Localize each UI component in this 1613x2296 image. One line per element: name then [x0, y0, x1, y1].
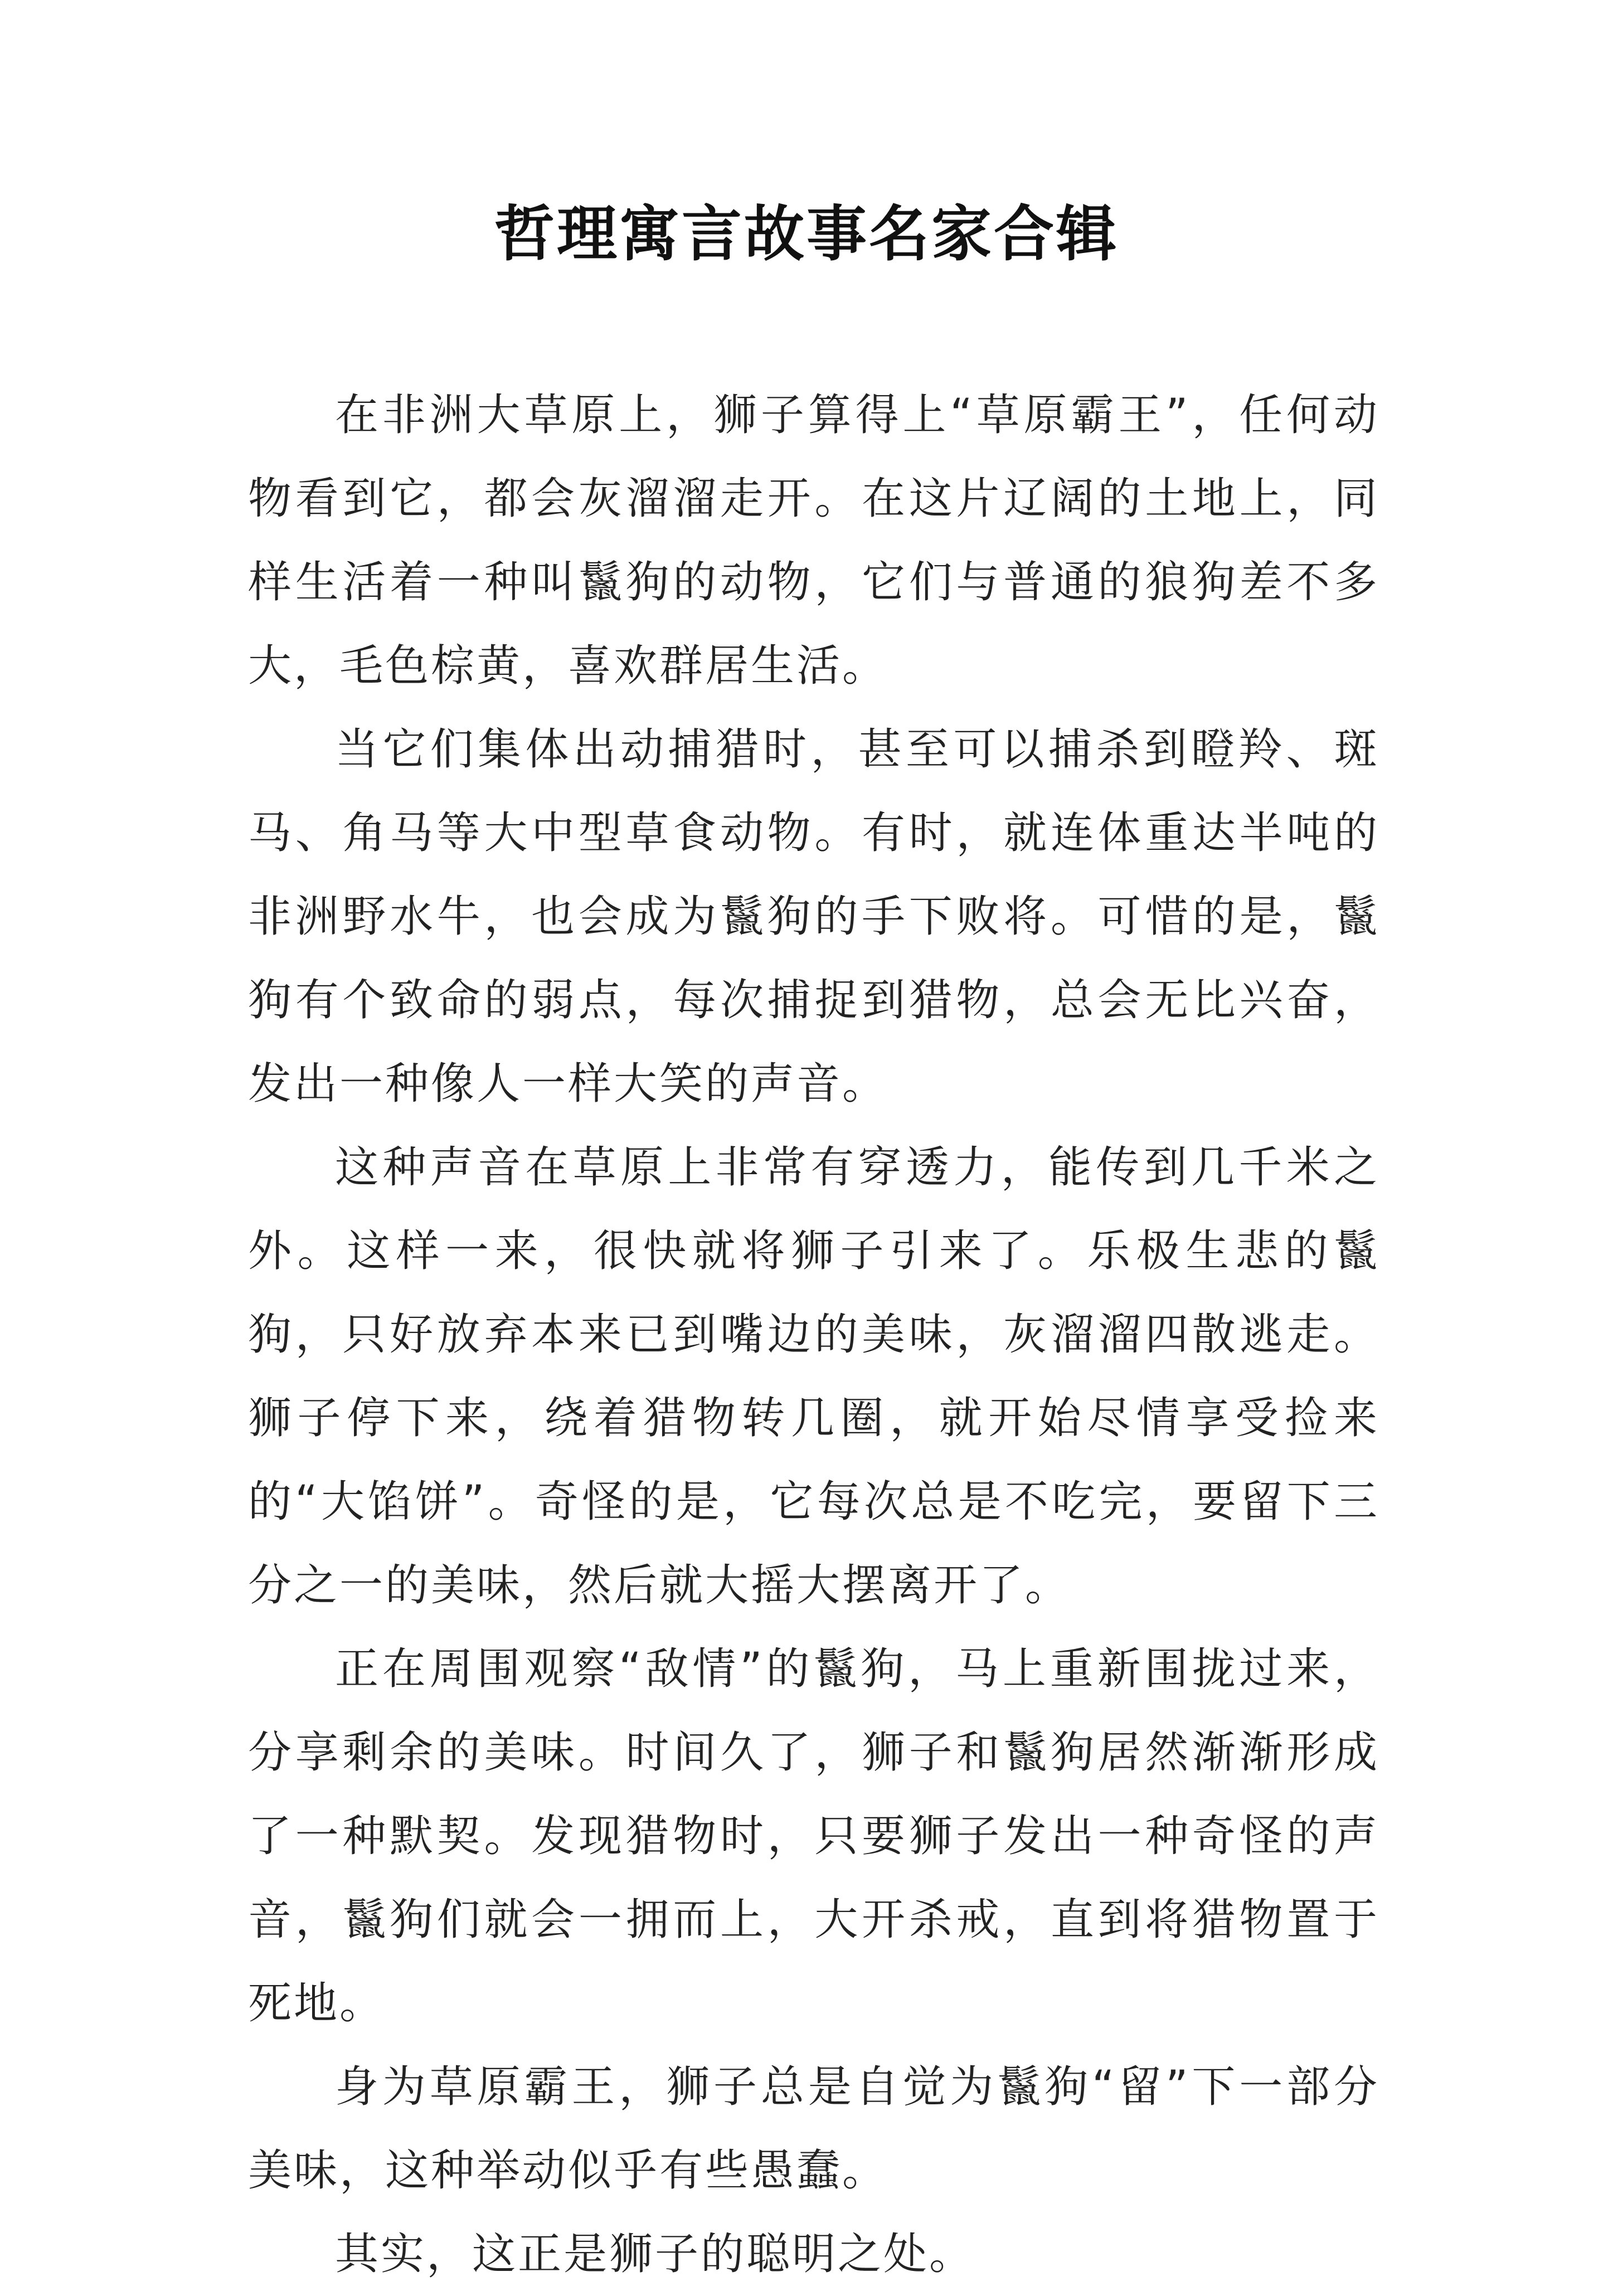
paragraph: 当它们集体出动捕猎时，甚至可以捕杀到瞪羚、斑马、角马等大中型草食动物。有时，就连体重达半吨的非洲野水牛，也会成为鬣狗的手下败将。可惜的是，鬣狗有个致命的弱点，每次捕捉到猎物，总会无比兴奋，发出一种像人一样大笑的声音。 — [248, 724, 1379, 1109]
paragraph: 其实，这正是狮子的聪明之处。 — [335, 2229, 975, 2279]
paragraph: 身为草原霸王，狮子总是自觉为鬣狗“留”下一部分美味，这种举动似乎有些愚蠢。 — [248, 2062, 1379, 2196]
document-title: 哲理寓言故事名家合辑 — [494, 199, 1119, 269]
paragraph: 在非洲大草原上，狮子算得上“草原霸王”，任何动物看到它，都会灰溜溜走开。在这片辽阔的土地上，同样生活着一种叫鬣狗的动物，它们与普通的狼狗差不多大，毛色棕黄，喜欢群居生活。 — [248, 390, 1379, 691]
document-body — [248, 373, 1379, 2296]
paragraph: 正在周围观察“敌情”的鬣狗，马上重新围拢过来，分享剩余的美味。时间久了，狮子和鬣狗居然渐渐形成了一种默契。发现猎物时，只要狮子发出一种奇怪的声音，鬣狗们就会一拥而上，大开杀戒，直到将猎物置于死地。 — [248, 1644, 1379, 2029]
paragraph: 这种声音在草原上非常有穿透力，能传到几千米之外。这样一来，很快就将狮子引来了。乐极生悲的鬣狗，只好放弃本来已到嘴边的美味，灰溜溜四散逃走。狮子停下来，绕着猎物转几圈，就开始尽情享受捡来的“大馅饼”。奇怪的是，它每次总是不吃完，要留下三分之一的美味，然后就大摇大摆离开了。 — [248, 1142, 1379, 1611]
